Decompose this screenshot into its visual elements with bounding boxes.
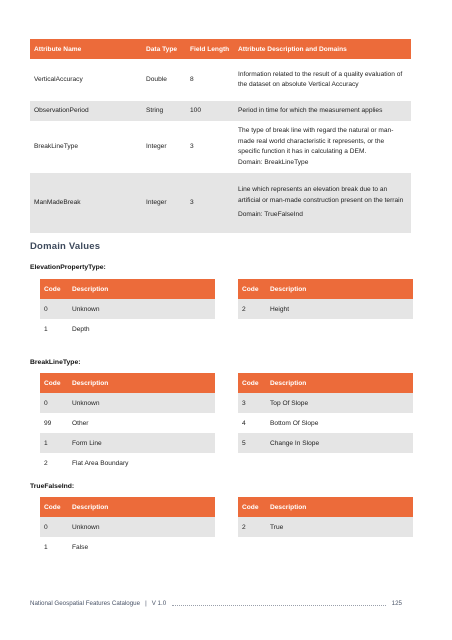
code-cell: 0	[40, 517, 68, 537]
table-row	[30, 121, 411, 173]
description-header: Description	[68, 497, 215, 517]
code-table-header	[238, 373, 413, 393]
code-table-header	[238, 279, 413, 299]
code-table-header	[238, 497, 413, 517]
description-header: Description	[68, 373, 215, 393]
attribute-description	[234, 173, 411, 233]
description-cell: True	[266, 517, 413, 537]
code-header: Code	[238, 279, 266, 299]
field-length: 3	[186, 173, 234, 233]
attribute-name: ManMadeBreak	[30, 173, 142, 233]
truefalse-table-left	[40, 497, 215, 557]
code-cell: 0	[40, 299, 68, 319]
table-row	[40, 517, 215, 537]
code-cell: 4	[242, 419, 246, 427]
code-header: Code	[40, 373, 68, 393]
footer-dot-leader	[172, 602, 386, 606]
code-cell: 2	[44, 459, 48, 467]
code-cell: 1	[44, 325, 48, 333]
code-table-header	[40, 497, 215, 517]
table-row	[40, 433, 215, 453]
code-header: Code	[40, 497, 68, 517]
attribute-name: VerticalAccuracy	[34, 75, 83, 83]
page-number: 125	[391, 600, 402, 607]
elevation-property-type-title: ElevationPropertyType:	[30, 264, 106, 271]
table-row	[30, 59, 411, 101]
data-type: Integer	[146, 142, 167, 150]
description-header: Description	[266, 497, 413, 517]
table-row	[30, 173, 411, 233]
code-cell: 1	[40, 433, 68, 453]
page-footer	[30, 600, 402, 607]
code-cell: 5	[238, 433, 266, 453]
footer-separator: |	[145, 600, 147, 607]
header-field-length: Field Length	[186, 39, 234, 59]
code-cell: 3	[238, 393, 266, 413]
table-row	[40, 393, 215, 413]
truefalse-table-right	[238, 497, 413, 537]
code-cell: 2	[238, 517, 266, 537]
attribute-table	[30, 39, 411, 233]
code-header: Code	[238, 497, 266, 517]
code-header: Code	[238, 373, 266, 393]
table-row	[238, 517, 413, 537]
table-row	[238, 393, 413, 413]
attribute-description	[234, 121, 411, 173]
description-domain: Domain: TrueFalseInd	[238, 211, 303, 219]
table-row	[238, 299, 413, 319]
code-header: Code	[40, 279, 68, 299]
header-description: Attribute Description and Domains	[234, 39, 411, 59]
attribute-table-header	[30, 39, 411, 59]
description-text: The type of break line with regard the natural or man-made real world characteristic it represents, or the specific function it has in calculating a DEM.	[238, 127, 394, 155]
table-row	[40, 537, 215, 557]
code-cell: 2	[238, 299, 266, 319]
elevation-table-right	[238, 279, 413, 319]
description-text: Line which represents an elevation break due to an artificial or man-made construction present on the terrain	[238, 186, 404, 204]
field-length: 8	[190, 75, 194, 83]
description-cell: Change In Slope	[266, 433, 413, 453]
description-cell: Top Of Slope	[266, 393, 413, 413]
attribute-name: ObservationPeriod	[30, 101, 142, 121]
breakline-table-right	[238, 373, 413, 453]
data-type: Double	[146, 75, 167, 83]
description-cell: Height	[266, 299, 413, 319]
attribute-description: Information related to the result of a quality evaluation of the dataset on absolute Vertical Accuracy	[238, 70, 403, 88]
table-row	[40, 453, 215, 473]
data-type: Integer	[142, 173, 186, 233]
table-row	[40, 413, 215, 433]
description-cell: Unknown	[68, 393, 215, 413]
footer-title: National Geospatial Features Catalogue	[30, 600, 141, 607]
field-length: 3	[190, 142, 194, 150]
breakline-type-title: BreakLineType:	[30, 359, 81, 366]
description-domain: Domain: BreakLineType	[238, 158, 309, 166]
footer-version: V 1.0	[151, 600, 167, 607]
table-row	[40, 319, 215, 339]
description-cell: Unknown	[68, 299, 215, 319]
description-cell: Form Line	[68, 433, 215, 453]
description-cell: Depth	[72, 325, 90, 333]
breakline-table-left	[40, 373, 215, 473]
attribute-description: Period in time for which the measurement applies	[234, 101, 411, 121]
table-row	[30, 101, 411, 121]
domain-values-heading: Domain Values	[30, 241, 101, 252]
description-header: Description	[266, 279, 413, 299]
elevation-table-left	[40, 279, 215, 339]
code-table-header	[40, 373, 215, 393]
description-cell: Bottom Of Slope	[270, 419, 319, 427]
header-attribute-name: Attribute Name	[30, 39, 142, 59]
truefalse-ind-title: TrueFalseInd:	[30, 483, 75, 490]
code-cell: 99	[44, 419, 52, 427]
table-row	[238, 413, 413, 433]
code-cell: 1	[44, 543, 48, 551]
description-cell: False	[72, 543, 89, 551]
description-cell: Unknown	[68, 517, 215, 537]
attribute-name: BreakLineType	[34, 142, 78, 150]
data-type: String	[142, 101, 186, 121]
description-header: Description	[68, 279, 215, 299]
description-cell: Other	[72, 419, 89, 427]
table-row	[238, 433, 413, 453]
code-cell: 0	[40, 393, 68, 413]
code-table-header	[40, 279, 215, 299]
header-data-type: Data Type	[142, 39, 186, 59]
description-cell: Flat Area Boundary	[72, 459, 129, 467]
field-length: 100	[186, 101, 234, 121]
table-row	[40, 299, 215, 319]
description-header: Description	[266, 373, 413, 393]
